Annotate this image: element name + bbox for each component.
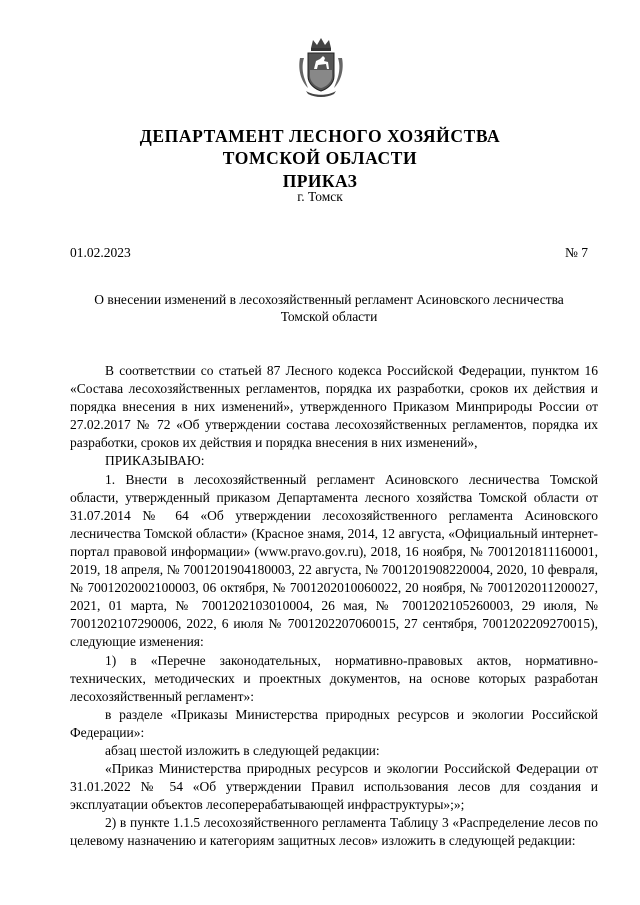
document-title: О внесении изменений в лесохозяйственный регламент Асиновского лесничества Томской области [94, 292, 564, 324]
department-name-line2: ТОМСКОЙ ОБЛАСТИ [222, 148, 418, 168]
paragraph: «Приказ Министерства природных ресурсов и экологии Российской Федерации от 31.01.2022 № 54 «Об утверждении Правил использования лесов для создания и эксплуатации объектов лесоперерабатывающей инфраструктуры»;»; [70, 761, 598, 813]
paragraph-order: ПРИКАЗЫВАЮ: [105, 453, 205, 469]
tomsk-coat-of-arms-icon [296, 36, 346, 98]
paragraph: 1. Внести в лесохозяйственный регламент Асиновского лесничества Томской области, утвержденный приказом Департамента лесного хозяйства Томской области от 31.07.2014 № 64 «Об утверждении лесохозяйственного регламента Асиновского лесничества Томской области» (Красное знамя, 2014, 12 августа, «Официальный интернет-портал правовой информации» (www.pravo.gov.ru), 2018, 16 ноября, № 7001201811160001, 2019, 18 апреля, № 7001201904180003, 22 августа, № 7001201908220004, 2020, 10 февраля, № 7001202002100003, 06 октября, № 7001202010060022, 20 ноября, № 7001202011200027, 2021, 01 марта, № 7001202103010004, 26 мая, № 7001202105260003, 29 июля, № 7001202107290006, 2022, 6 июля № 7001202207060015, 27 сентября, 7001202209270015), следующие изменения: [70, 471, 598, 650]
city: г. Томск [297, 189, 343, 204]
paragraph: 2) в пункте 1.1.5 лесохозяйственного регламента Таблицу 3 «Распределение лесов по целевому назначению и категориям защитных лесов» изложить в следующей редакции: [70, 815, 598, 849]
document-type: ПРИКАЗ [282, 171, 358, 191]
department-name-line1: ДЕПАРТАМЕНТ ЛЕСНОГО ХОЗЯЙСТВА [139, 126, 501, 146]
paragraph: абзац шестой изложить в следующей редакции: [105, 742, 380, 758]
document-number: № 7 [564, 245, 588, 260]
paragraph: в разделе «Приказы Министерства природных ресурсов и экологии Российской Федерации»: [70, 706, 598, 740]
paragraph: 1) в «Перечне законодательных, нормативно-правовых актов, нормативно-технических, методических и проектных документов, на основе которых разработан лесохозяйственный регламент»: [70, 652, 598, 704]
document-body [70, 362, 598, 851]
document-date: 01.02.2023 [70, 245, 131, 260]
paragraph: В соответствии со статьей 87 Лесного кодекса Российской Федерации, пунктом 16 «Состава лесохозяйственных регламентов, порядка их разработки, сроков их действия и порядка внесения в них изменений», утвержденного Приказом Минприроды России от 27.02.2017 № 72 «Об утверждении состава лесохозяйственных регламентов, порядка их разработки, сроков их действия и порядка внесения в них изменений», [70, 363, 598, 451]
